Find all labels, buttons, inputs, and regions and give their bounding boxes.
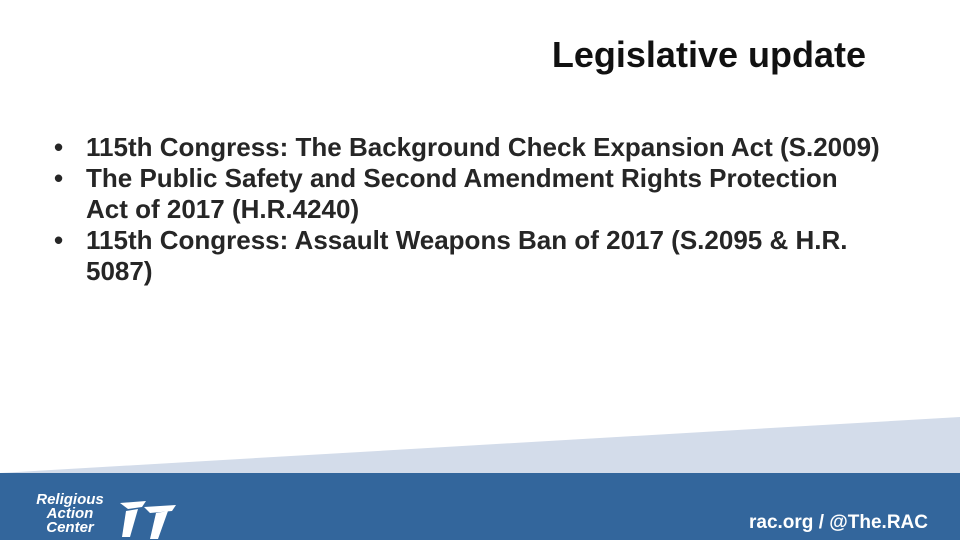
logo-line: Center [46,519,94,536]
bullet-item: • 115th Congress: The Background Check Expansion Act (S.2009) [54,132,884,163]
logo-wordmark [24,493,116,535]
slide-title: Legislative update [551,34,866,75]
bullet-item: • 115th Congress: Assault Weapons Ban of 2017 (S.2095 & H.R. 5087) [54,225,884,287]
bullet-item: • The Public Safety and Second Amendment Rights Protection Act of 2017 (H.R.4240) [54,163,884,225]
logo-line: Religious [36,491,104,508]
footer-website-handle[interactable]: rac.org / @The.RAC [749,512,928,533]
logo-line: Action [46,505,94,522]
logo-emblem-icon [116,497,180,541]
bullet-list [54,132,884,287]
rac-logo [24,493,184,540]
